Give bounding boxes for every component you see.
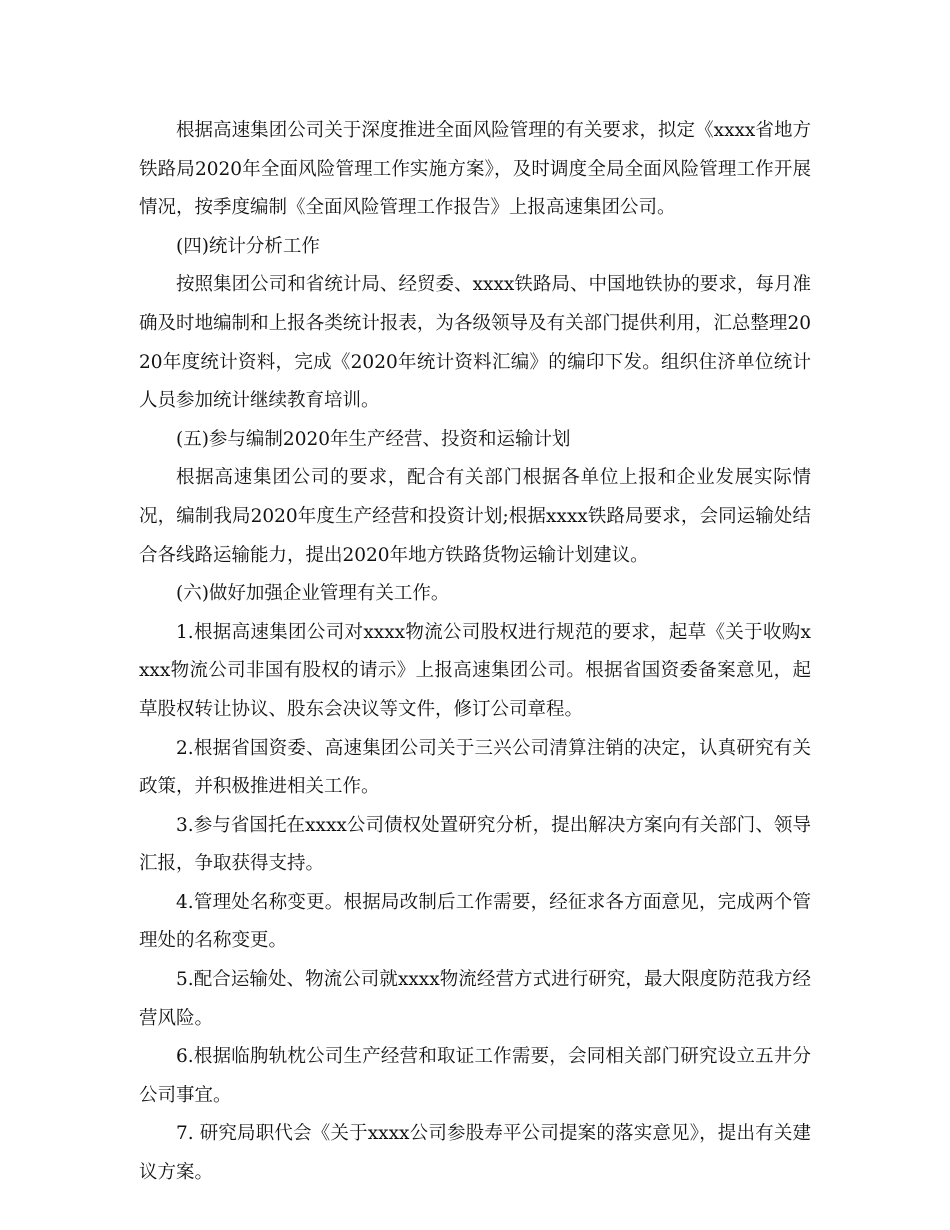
list-item-6: 6.根据临朐轨枕公司生产经营和取证工作需要，会同相关部门研究设立五井分公司事宜。 — [139, 1046, 811, 1106]
list-item-4: 4.管理处名称变更。根据局改制后工作需要，经征求各方面意见，完成两个管理处的名称变更。 — [139, 891, 811, 952]
list-item-5: 5.配合运输处、物流公司就xxxx物流经营方式进行研究，最大限度防范我方经营风险。 — [139, 969, 811, 1029]
paragraph-statistics: 按照集团公司和省统计局、经贸委、xxxx铁路局、中国地铁协的要求，每月准确及时地编制和上报各类统计报表，为各级领导及有关部门提供利用，汇总整理2020年度统计资料，完成《2020年统计资料汇编》的编印下发。组织住济单位统计人员参加统计继续教育培训。 — [139, 274, 811, 412]
paragraph-risk-management: 根据高速集团公司关于深度推进全面风险管理的有关要求，拟定《xxxx省地方铁路局2020年全面风险管理工作实施方案》，及时调度全局全面风险管理工作开展情况，按季度编制《全面风险管理工作报告》上报高速集团公司。 — [139, 120, 811, 219]
list-item-3: 3.参与省国托在xxxx公司债权处置研究分析，提出解决方案向有关部门、领导汇报，争取获得支持。 — [139, 814, 811, 875]
section-heading-statistics: (四)统计分析工作 — [176, 235, 320, 257]
list-item-1: 1.根据高速集团公司对xxxx物流公司股权进行规范的要求，起草《关于收购xxxx物流公司非国有股权的请示》上报高速集团公司。根据省国资委备案意见，起草股权转让协议、股东会决议等文件，修订公司章程。 — [139, 621, 811, 720]
paragraph-planning: 根据高速集团公司的要求，配合有关部门根据各单位上报和企业发展实际情况，编制我局2020年度生产经营和投资计划;根据xxxx铁路局要求，会同运输处结合各线路运输能力，提出2020年地方铁路货物运输计划建议。 — [139, 467, 811, 566]
list-item-2: 2.根据省国资委、高速集团公司关于三兴公司清算注销的决定，认真研究有关政策，并积极推进相关工作。 — [139, 737, 811, 798]
section-heading-enterprise-management: (六)做好加强企业管理有关工作。 — [176, 583, 450, 605]
section-heading-planning: (五)参与编制2020年生产经营、投资和运输计划 — [176, 428, 571, 450]
list-item-7: 7. 研究局职代会《关于xxxx公司参股寿平公司提案的落实意见》，提出有关建议方案。 — [139, 1123, 811, 1184]
document-body — [139, 112, 811, 1193]
